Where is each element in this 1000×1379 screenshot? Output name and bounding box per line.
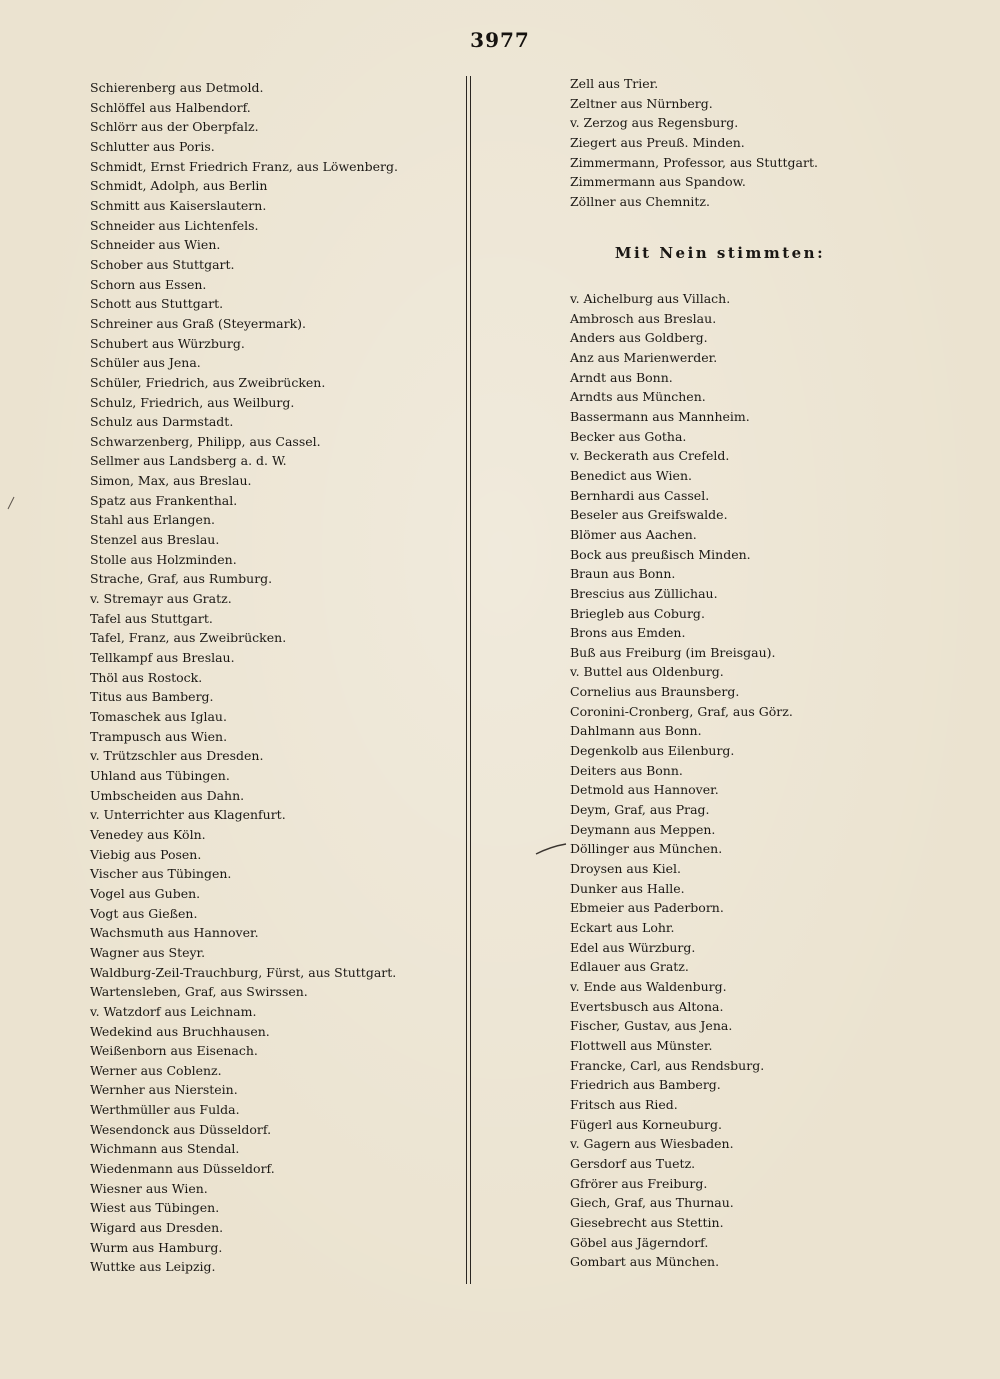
list-item: Waldburg-Zeil-Trauchburg, Fürst, aus Stuttgart.	[90, 964, 397, 980]
list-item: Viebig aus Posen.	[90, 846, 202, 862]
list-item: Brescius aus Züllichau.	[570, 585, 718, 601]
list-item: Schmitt aus Kaiserslautern.	[90, 197, 267, 213]
list-item: v. Buttel aus Oldenburg.	[570, 664, 724, 680]
list-item: Benedict aus Wien.	[570, 467, 692, 483]
list-item: Wichmann aus Stendal.	[90, 1141, 240, 1157]
list-item: Schubert aus Würzburg.	[90, 335, 245, 351]
list-item: Wigard aus Dresden.	[90, 1220, 224, 1236]
list-item: Edlauer aus Gratz.	[570, 959, 689, 975]
list-item: Simon, Max, aus Breslau.	[90, 473, 252, 489]
list-item: v. Watzdorf aus Leichnam.	[90, 1003, 257, 1019]
list-item: Flottwell aus Münster.	[570, 1037, 713, 1053]
list-item: Schlöffel aus Halbendorf.	[90, 99, 251, 115]
list-item: Wachsmuth aus Hannover.	[90, 925, 259, 941]
list-item: Brons aus Emden.	[570, 625, 686, 641]
list-item: Zöllner aus Chemnitz.	[570, 193, 710, 209]
list-item: v. Zerzog aus Regensburg.	[570, 115, 739, 131]
list-item: Schreiner aus Graß (Steyermark).	[90, 315, 307, 331]
list-item: Degenkolb aus Eilenburg.	[570, 743, 735, 759]
list-item: v. Aichelburg aus Villach.	[570, 291, 731, 306]
list-item: Dahlmann aus Bonn.	[570, 723, 702, 739]
list-item: Werthmüller aus Fulda.	[90, 1102, 240, 1118]
list-item: Wagner aus Steyr.	[90, 944, 206, 960]
list-item: Bernhardi aus Cassel.	[570, 487, 710, 503]
list-item: Briegleb aus Coburg.	[570, 605, 705, 621]
list-item: Zimmermann, Professor, aus Stuttgart.	[570, 154, 818, 170]
list-item: Umbscheiden aus Dahn.	[90, 787, 245, 803]
list-item: Wedekind aus Bruchhausen.	[90, 1023, 270, 1039]
list-item: Tomaschek aus Iglau.	[90, 709, 227, 724]
list-item: Beseler aus Greifswalde.	[570, 507, 728, 523]
list-item: Wernher aus Nierstein.	[90, 1082, 238, 1098]
list-item: Wiesner aus Wien.	[90, 1180, 208, 1196]
list-item: Schwarzenberg, Philipp, aus Cassel.	[90, 433, 321, 449]
list-item: Schlutter aus Poris.	[90, 138, 215, 154]
list-item: Francke, Carl, aus Rendsburg.	[570, 1057, 765, 1073]
list-item: Wartensleben, Graf, aus Swirssen.	[90, 984, 308, 1000]
list-item: v. Stremayr aus Gratz.	[90, 591, 232, 607]
column-divider	[466, 76, 471, 1284]
list-item: Zell aus Trier.	[570, 76, 659, 91]
list-item: Evertsbusch aus Altona.	[570, 998, 724, 1014]
list-item: Ebmeier aus Paderborn.	[570, 900, 724, 916]
list-item: Giech, Graf, aus Thurnau.	[570, 1195, 734, 1211]
list-item: Gersdorf aus Tuetz.	[570, 1155, 696, 1171]
list-item: Titus aus Bamberg.	[90, 689, 214, 705]
list-item: v. Beckerath aus Crefeld.	[570, 448, 730, 464]
list-item: Detmold aus Hannover.	[570, 782, 719, 798]
list-item: Giesebrecht aus Stettin.	[570, 1214, 724, 1230]
list-item: Tafel, Franz, aus Zweibrücken.	[90, 630, 287, 646]
list-item: Cornelius aus Braunsberg.	[570, 684, 740, 700]
page-number: 3977	[470, 28, 530, 52]
list-item: Schlörr aus der Oberpfalz.	[90, 119, 259, 135]
list-item: v. Trützschler aus Dresden.	[90, 748, 264, 764]
list-item: Bassermann aus Mannheim.	[570, 408, 750, 424]
list-item: Deymann aus Meppen.	[570, 821, 716, 837]
list-item: Tellkampf aus Breslau.	[90, 650, 235, 666]
list-item: Braun aus Bonn.	[570, 566, 676, 582]
list-item: Dunker aus Halle.	[570, 880, 685, 896]
list-item: Wiedenmann aus Düsseldorf.	[90, 1161, 275, 1177]
list-item: Spatz aus Frankenthal.	[90, 492, 238, 508]
list-item: Thöl aus Rostock.	[90, 669, 203, 685]
list-item: Schmidt, Adolph, aus Berlin	[90, 178, 268, 194]
list-item: Strache, Graf, aus Rumburg.	[90, 571, 273, 587]
list-item: Eckart aus Lohr.	[570, 920, 675, 935]
list-item: Fritsch aus Ried.	[570, 1096, 678, 1112]
list-item: v. Gagern aus Wiesbaden.	[570, 1136, 734, 1152]
list-item: Schott aus Stuttgart.	[90, 296, 224, 312]
list-item: Ambrosch aus Breslau.	[570, 310, 717, 326]
list-item: Stenzel aus Breslau.	[90, 532, 220, 548]
list-item: Schierenberg aus Detmold.	[90, 80, 264, 95]
list-item: Gfrörer aus Freiburg.	[570, 1175, 708, 1191]
list-item: Arndts aus München.	[570, 389, 706, 405]
list-item: Tafel aus Stuttgart.	[90, 610, 213, 626]
list-item: Wurm aus Hamburg.	[90, 1239, 223, 1255]
list-item: Schneider aus Wien.	[90, 237, 221, 253]
list-item: Schober aus Stuttgart.	[90, 256, 235, 272]
list-item: Friedrich aus Bamberg.	[570, 1077, 721, 1093]
list-item: Schneider aus Lichtenfels.	[90, 217, 259, 233]
list-item: Blömer aus Aachen.	[570, 526, 697, 542]
list-item: v. Unterrichter aus Klagenfurt.	[90, 807, 286, 823]
stray-mark-icon	[6, 495, 16, 511]
list-item: Wuttke aus Leipzig.	[90, 1259, 216, 1275]
list-item: Anz aus Marienwerder.	[570, 349, 718, 365]
list-item: Weißenborn aus Eisenach.	[90, 1043, 258, 1059]
list-item: Edel aus Würzburg.	[570, 939, 696, 955]
list-item: Fügerl aus Korneuburg.	[570, 1116, 722, 1132]
list-item: Stahl aus Erlangen.	[90, 512, 215, 528]
list-item: Uhland aus Tübingen.	[90, 767, 230, 783]
list-item: Gombart aus München.	[570, 1254, 720, 1270]
list-item: Trampusch aus Wien.	[90, 728, 228, 744]
list-item: Schorn aus Essen.	[90, 276, 207, 292]
list-item: Sellmer aus Landsberg a. d. W.	[90, 453, 287, 469]
list-item: Göbel aus Jägerndorf.	[570, 1234, 709, 1250]
pencil-mark-icon	[534, 842, 568, 856]
list-item: Vogel aus Guben.	[90, 885, 201, 901]
list-item: Buß aus Freiburg (im Breisgau).	[570, 644, 776, 660]
list-item: Deiters aus Bonn.	[570, 762, 683, 778]
list-item: Venedey aus Köln.	[90, 826, 206, 842]
list-item: Stolle aus Holzminden.	[90, 551, 237, 567]
left-column	[90, 78, 460, 1277]
list-item: Döllinger aus München.	[570, 841, 723, 857]
list-item: Coronini-Cronberg, Graf, aus Görz.	[570, 703, 793, 719]
list-item: Schüler aus Jena.	[90, 355, 201, 371]
list-item: Vischer aus Tübingen.	[90, 866, 232, 882]
right-column-bottom	[570, 289, 970, 1272]
right-column-top	[570, 74, 970, 212]
list-item: Arndt aus Bonn.	[570, 369, 673, 385]
list-item: Schüler, Friedrich, aus Zweibrücken.	[90, 374, 326, 390]
list-item: Wesendonck aus Düsseldorf.	[90, 1121, 272, 1137]
list-item: Droysen aus Kiel.	[570, 861, 682, 877]
list-item: Vogt aus Gießen.	[90, 905, 198, 921]
list-item: Zimmermann aus Spandow.	[570, 174, 746, 190]
list-item: Werner aus Coblenz.	[90, 1062, 222, 1078]
list-item: v. Ende aus Waldenburg.	[570, 978, 727, 994]
list-item: Deym, Graf, aus Prag.	[570, 802, 710, 818]
list-item: Fischer, Gustav, aus Jena.	[570, 1018, 733, 1034]
list-item: Schmidt, Ernst Friedrich Franz, aus Löwenberg.	[90, 158, 398, 174]
list-item: Schulz aus Darmstadt.	[90, 414, 234, 430]
list-item: Zeltner aus Nürnberg.	[570, 95, 713, 111]
list-item: Ziegert aus Preuß. Minden.	[570, 134, 745, 150]
list-item: Wiest aus Tübingen.	[90, 1200, 220, 1216]
section-heading: Mit Nein stimmten:	[614, 244, 826, 262]
list-item: Schulz, Friedrich, aus Weilburg.	[90, 394, 295, 410]
list-item: Bock aus preußisch Minden.	[570, 546, 751, 562]
list-item: Becker aus Gotha.	[570, 428, 687, 444]
list-item: Anders aus Goldberg.	[570, 330, 708, 346]
